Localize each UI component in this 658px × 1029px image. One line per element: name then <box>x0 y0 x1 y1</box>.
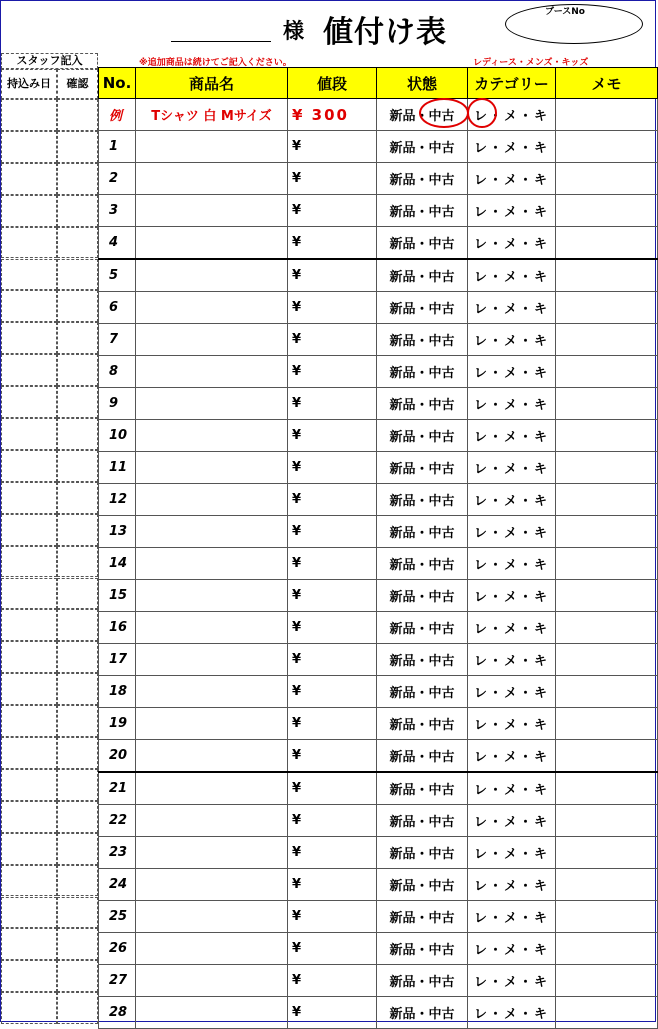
staff-check-cell[interactable] <box>57 131 98 163</box>
booth-number-label: ブースNo <box>545 7 585 17</box>
condition-cell[interactable]: 新品・中古 <box>377 324 468 356</box>
staff-date-cell[interactable] <box>1 801 57 833</box>
product-name-cell[interactable] <box>136 195 288 227</box>
memo-cell[interactable] <box>556 612 658 644</box>
staff-date-cell[interactable] <box>1 290 57 322</box>
condition-cell[interactable]: 新品・中古 <box>377 580 468 612</box>
col-header-category: カテゴリー <box>468 68 556 99</box>
category-cell[interactable]: レ・メ・キ <box>468 901 556 933</box>
memo-cell[interactable] <box>556 259 658 292</box>
price-cell[interactable]: ¥ <box>288 837 377 869</box>
category-cell[interactable]: レ・メ・キ <box>468 484 556 516</box>
staff-date-cell[interactable] <box>1 641 57 673</box>
category-cell[interactable]: レ・メ・キ <box>468 580 556 612</box>
condition-cell[interactable]: 新品・中古 <box>377 933 468 965</box>
table-row <box>99 452 658 484</box>
staff-date-cell[interactable] <box>1 673 57 705</box>
row-no: 1 <box>99 131 136 163</box>
price-cell[interactable]: ¥ <box>288 708 377 740</box>
product-name-cell[interactable] <box>136 420 288 452</box>
condition-cell[interactable]: 新品・中古 <box>377 740 468 773</box>
example-row <box>99 99 658 131</box>
condition-cell[interactable]: 新品・中古 <box>377 292 468 324</box>
category-cell[interactable]: レ・メ・キ <box>468 292 556 324</box>
condition-cell[interactable]: 新品・中古 <box>377 805 468 837</box>
condition-cell[interactable]: 新品・中古 <box>377 163 468 195</box>
staff-check-cell[interactable] <box>57 227 98 259</box>
page-title: 値付け表 <box>323 15 447 50</box>
row-no: 13 <box>99 516 136 548</box>
memo-cell[interactable] <box>556 772 658 805</box>
category-cell[interactable]: レ・メ・キ <box>468 324 556 356</box>
memo-cell[interactable] <box>556 420 658 452</box>
price-cell[interactable]: ¥ <box>288 869 377 901</box>
circle-mark <box>467 98 497 128</box>
price-cell[interactable]: ¥ <box>288 772 377 805</box>
condition-cell[interactable]: 新品・中古 <box>377 837 468 869</box>
staff-check-cell[interactable] <box>57 163 98 195</box>
category-cell[interactable]: レ・メ・キ <box>468 195 556 227</box>
table-row <box>99 195 658 227</box>
staff-check-cell[interactable] <box>57 546 98 578</box>
price-cell[interactable]: ¥ <box>288 548 377 580</box>
product-name-cell[interactable] <box>136 965 288 997</box>
staff-check-cell[interactable] <box>57 609 98 641</box>
table-row <box>99 420 658 452</box>
condition-cell[interactable]: 新品・中古 <box>377 772 468 805</box>
condition-cell[interactable]: 新品・中古 <box>377 676 468 708</box>
category-cell[interactable]: レ・メ・キ <box>468 805 556 837</box>
row-no: 20 <box>99 740 136 773</box>
circle-mark <box>419 98 469 128</box>
example-category-rest: ・メ・キ <box>489 109 550 124</box>
row-no: 22 <box>99 805 136 837</box>
example-price-cell <box>288 99 377 131</box>
staff-date-cell[interactable] <box>1 386 57 418</box>
example-no: 例 <box>99 99 136 131</box>
col-header-condition: 状態 <box>377 68 468 99</box>
condition-cell[interactable]: 新品・中古 <box>377 965 468 997</box>
price-cell[interactable]: ¥ <box>288 997 377 1029</box>
condition-cell[interactable]: 新品・中古 <box>377 484 468 516</box>
table-row <box>99 708 658 740</box>
condition-cell[interactable]: 新品・中古 <box>377 227 468 260</box>
product-name-cell[interactable] <box>136 452 288 484</box>
table-row <box>99 933 658 965</box>
table-row <box>99 676 658 708</box>
memo-cell[interactable] <box>556 965 658 997</box>
table-row <box>99 644 658 676</box>
row-no: 15 <box>99 580 136 612</box>
row-no: 6 <box>99 292 136 324</box>
example-memo[interactable] <box>556 99 658 131</box>
row-no: 3 <box>99 195 136 227</box>
price-cell[interactable]: ¥ <box>288 901 377 933</box>
row-no: 12 <box>99 484 136 516</box>
additional-items-note: ※追加商品は続けてご記入ください。 <box>139 58 292 68</box>
product-name-cell[interactable] <box>136 580 288 612</box>
memo-cell[interactable] <box>556 740 658 773</box>
staff-date-cell[interactable] <box>1 897 57 929</box>
customer-name-line[interactable] <box>171 41 271 42</box>
staff-date-cell[interactable] <box>1 354 57 386</box>
condition-cell[interactable]: 新品・中古 <box>377 388 468 420</box>
product-name-cell[interactable] <box>136 131 288 163</box>
col-header-price: 値段 <box>288 68 377 99</box>
row-no: 23 <box>99 837 136 869</box>
condition-cell[interactable]: 新品・中古 <box>377 548 468 580</box>
condition-cell[interactable]: 新品・中古 <box>377 356 468 388</box>
product-name-cell[interactable] <box>136 644 288 676</box>
table-row <box>99 388 658 420</box>
product-name-cell[interactable] <box>136 516 288 548</box>
row-no: 17 <box>99 644 136 676</box>
memo-cell[interactable] <box>556 452 658 484</box>
price-cell[interactable]: ¥ <box>288 452 377 484</box>
staff-date-cell[interactable] <box>1 418 57 450</box>
row-no: 11 <box>99 452 136 484</box>
staff-date-cell[interactable] <box>1 769 57 801</box>
category-cell[interactable]: レ・メ・キ <box>468 131 556 163</box>
product-name-cell[interactable] <box>136 740 288 773</box>
staff-date-cell[interactable] <box>1 322 57 354</box>
table-row <box>99 516 658 548</box>
condition-cell[interactable]: 新品・中古 <box>377 452 468 484</box>
condition-cell[interactable]: 新品・中古 <box>377 612 468 644</box>
staff-check-cell[interactable] <box>57 960 98 992</box>
condition-cell[interactable]: 新品・中古 <box>377 420 468 452</box>
row-no: 14 <box>99 548 136 580</box>
category-cell[interactable]: レ・メ・キ <box>468 933 556 965</box>
price-cell[interactable]: ¥ <box>288 644 377 676</box>
staff-check-cell[interactable] <box>57 259 98 291</box>
staff-date-cell[interactable] <box>1 450 57 482</box>
table-row <box>99 965 658 997</box>
product-name-cell[interactable] <box>136 933 288 965</box>
product-name-cell[interactable] <box>136 356 288 388</box>
row-no: 2 <box>99 163 136 195</box>
staff-date-cell[interactable] <box>1 865 57 897</box>
staff-check-cell[interactable] <box>57 928 98 960</box>
staff-date-cell[interactable] <box>1 546 57 578</box>
staff-check-cell[interactable] <box>57 897 98 929</box>
table-row <box>99 292 658 324</box>
table-row <box>99 259 658 292</box>
category-cell[interactable]: レ・メ・キ <box>468 227 556 260</box>
honorific-label: 様 <box>283 19 304 43</box>
product-name-cell[interactable] <box>136 612 288 644</box>
category-legend-note: レディース・メンズ・キッズ <box>473 58 589 68</box>
price-cell[interactable]: ¥ <box>288 805 377 837</box>
condition-cell[interactable]: 新品・中古 <box>377 195 468 227</box>
product-name-cell[interactable] <box>136 324 288 356</box>
product-name-cell[interactable] <box>136 901 288 933</box>
memo-cell[interactable] <box>556 195 658 227</box>
price-cell[interactable]: ¥ <box>288 965 377 997</box>
table-header-row <box>99 68 658 99</box>
condition-cell[interactable]: 新品・中古 <box>377 708 468 740</box>
category-cell[interactable]: レ・メ・キ <box>468 965 556 997</box>
staff-check-cell[interactable] <box>57 578 98 610</box>
staff-check-cell[interactable] <box>57 195 98 227</box>
staff-date-cell[interactable] <box>1 928 57 960</box>
staff-date-cell[interactable] <box>1 163 57 195</box>
price-cell[interactable]: ¥ <box>288 259 377 292</box>
row-no: 10 <box>99 420 136 452</box>
example-price: ¥ 300 <box>292 105 349 124</box>
category-cell[interactable]: レ・メ・キ <box>468 612 556 644</box>
price-cell[interactable]: ¥ <box>288 163 377 195</box>
table-row <box>99 869 658 901</box>
table-row <box>99 356 658 388</box>
staff-check-cell[interactable] <box>57 769 98 801</box>
memo-cell[interactable] <box>556 676 658 708</box>
price-cell[interactable]: ¥ <box>288 131 377 163</box>
memo-cell[interactable] <box>556 869 658 901</box>
col-header-product-name: 商品名 <box>136 68 288 99</box>
row-no: 8 <box>99 356 136 388</box>
staff-date-cell[interactable] <box>1 195 57 227</box>
staff-date-cell[interactable] <box>1 578 57 610</box>
staff-date-cell[interactable] <box>1 514 57 546</box>
memo-cell[interactable] <box>556 516 658 548</box>
category-cell[interactable]: レ・メ・キ <box>468 997 556 1029</box>
memo-cell[interactable] <box>556 227 658 260</box>
staff-check-cell[interactable] <box>57 673 98 705</box>
category-cell[interactable]: レ・メ・キ <box>468 708 556 740</box>
staff-date-cell[interactable] <box>1 99 57 131</box>
table-row <box>99 580 658 612</box>
staff-check-cell[interactable] <box>57 641 98 673</box>
price-cell[interactable]: ¥ <box>288 195 377 227</box>
example-condition <box>377 99 468 131</box>
category-cell[interactable]: レ・メ・キ <box>468 837 556 869</box>
staff-check-cell[interactable] <box>57 386 98 418</box>
staff-date-cell[interactable] <box>1 705 57 737</box>
example-category <box>468 99 556 131</box>
memo-cell[interactable] <box>556 644 658 676</box>
staff-check-cell[interactable] <box>57 354 98 386</box>
category-cell[interactable]: レ・メ・キ <box>468 388 556 420</box>
example-category-ladies: レ <box>473 109 489 124</box>
category-cell[interactable]: レ・メ・キ <box>468 644 556 676</box>
staff-check-header: 確認 <box>57 69 98 99</box>
table-row <box>99 837 658 869</box>
table-row <box>99 772 658 805</box>
condition-cell[interactable]: 新品・中古 <box>377 259 468 292</box>
price-cell[interactable]: ¥ <box>288 740 377 773</box>
product-name-cell[interactable] <box>136 676 288 708</box>
product-name-cell[interactable] <box>136 805 288 837</box>
example-condition-new: 新品・ <box>389 109 429 124</box>
row-no: 27 <box>99 965 136 997</box>
staff-check-cell[interactable] <box>57 865 98 897</box>
memo-cell[interactable] <box>556 708 658 740</box>
category-cell[interactable]: レ・メ・キ <box>468 452 556 484</box>
condition-cell[interactable]: 新品・中古 <box>377 901 468 933</box>
condition-cell[interactable]: 新品・中古 <box>377 131 468 163</box>
staff-check-cell[interactable] <box>57 801 98 833</box>
price-cell[interactable]: ¥ <box>288 324 377 356</box>
table-row <box>99 740 658 773</box>
price-cell[interactable]: ¥ <box>288 484 377 516</box>
row-no: 7 <box>99 324 136 356</box>
price-cell[interactable]: ¥ <box>288 388 377 420</box>
row-no: 16 <box>99 612 136 644</box>
col-header-no: No. <box>99 68 136 99</box>
staff-check-cell[interactable] <box>57 737 98 769</box>
table-row <box>99 612 658 644</box>
staff-heading: スタッフ記入 <box>1 53 98 69</box>
table-row <box>99 901 658 933</box>
staff-check-cell[interactable] <box>57 322 98 354</box>
table-row <box>99 131 658 163</box>
items-table <box>98 67 658 1029</box>
row-no: 21 <box>99 772 136 805</box>
example-category-ladies-wrap <box>474 105 489 124</box>
memo-cell[interactable] <box>556 805 658 837</box>
memo-cell[interactable] <box>556 933 658 965</box>
product-name-cell[interactable] <box>136 708 288 740</box>
category-cell[interactable]: レ・メ・キ <box>468 356 556 388</box>
product-name-cell[interactable] <box>136 548 288 580</box>
staff-date-cell[interactable] <box>1 259 57 291</box>
row-no: 24 <box>99 869 136 901</box>
product-name-cell[interactable] <box>136 484 288 516</box>
memo-cell[interactable] <box>556 580 658 612</box>
category-cell[interactable]: レ・メ・キ <box>468 420 556 452</box>
row-no: 9 <box>99 388 136 420</box>
staff-date-cell[interactable] <box>1 227 57 259</box>
row-no: 19 <box>99 708 136 740</box>
price-cell[interactable]: ¥ <box>288 612 377 644</box>
category-cell[interactable]: レ・メ・キ <box>468 259 556 292</box>
row-no: 26 <box>99 933 136 965</box>
condition-cell[interactable]: 新品・中古 <box>377 516 468 548</box>
staff-check-cell[interactable] <box>57 514 98 546</box>
category-cell[interactable]: レ・メ・キ <box>468 548 556 580</box>
memo-cell[interactable] <box>556 324 658 356</box>
table-row <box>99 484 658 516</box>
example-product-name: Tシャツ 白 Mサイズ <box>136 99 288 131</box>
category-cell[interactable]: レ・メ・キ <box>468 869 556 901</box>
example-condition-used: 中古 <box>428 109 455 124</box>
category-cell[interactable]: レ・メ・キ <box>468 516 556 548</box>
row-no: 25 <box>99 901 136 933</box>
staff-date-cell[interactable] <box>1 833 57 865</box>
staff-check-cell[interactable] <box>57 833 98 865</box>
table-row <box>99 324 658 356</box>
memo-cell[interactable] <box>556 837 658 869</box>
product-name-cell[interactable] <box>136 837 288 869</box>
memo-cell[interactable] <box>556 163 658 195</box>
staff-section <box>1 53 98 1021</box>
staff-date-cell[interactable] <box>1 609 57 641</box>
table-row <box>99 548 658 580</box>
price-cell[interactable]: ¥ <box>288 292 377 324</box>
staff-date-cell[interactable] <box>1 992 57 1024</box>
memo-cell[interactable] <box>556 484 658 516</box>
staff-check-cell[interactable] <box>57 705 98 737</box>
table-row <box>99 163 658 195</box>
product-name-cell[interactable] <box>136 388 288 420</box>
price-cell[interactable]: ¥ <box>288 420 377 452</box>
memo-cell[interactable] <box>556 388 658 420</box>
price-cell[interactable]: ¥ <box>288 227 377 260</box>
staff-date-cell[interactable] <box>1 482 57 514</box>
product-name-cell[interactable] <box>136 772 288 805</box>
staff-date-cell[interactable] <box>1 131 57 163</box>
product-name-cell[interactable] <box>136 259 288 292</box>
memo-cell[interactable] <box>556 356 658 388</box>
staff-date-cell[interactable] <box>1 737 57 769</box>
condition-cell[interactable]: 新品・中古 <box>377 869 468 901</box>
staff-check-cell[interactable] <box>57 992 98 1024</box>
memo-cell[interactable] <box>556 548 658 580</box>
row-no: 5 <box>99 259 136 292</box>
table-row <box>99 805 658 837</box>
category-cell[interactable]: レ・メ・キ <box>468 772 556 805</box>
staff-date-cell[interactable] <box>1 960 57 992</box>
memo-cell[interactable] <box>556 901 658 933</box>
price-cell[interactable]: ¥ <box>288 676 377 708</box>
table-row <box>99 227 658 260</box>
price-cell[interactable]: ¥ <box>288 516 377 548</box>
row-no: 4 <box>99 227 136 260</box>
staff-check-cell[interactable] <box>57 418 98 450</box>
staff-check-cell[interactable] <box>57 290 98 322</box>
staff-date-header: 持込み日 <box>1 69 57 99</box>
price-cell[interactable]: ¥ <box>288 356 377 388</box>
category-cell[interactable]: レ・メ・キ <box>468 163 556 195</box>
product-name-cell[interactable] <box>136 292 288 324</box>
staff-check-cell[interactable] <box>57 99 98 131</box>
condition-cell[interactable]: 新品・中古 <box>377 644 468 676</box>
example-condition-used-wrap <box>429 105 455 124</box>
category-cell[interactable]: レ・メ・キ <box>468 676 556 708</box>
row-no: 18 <box>99 676 136 708</box>
condition-cell[interactable]: 新品・中古 <box>377 997 468 1029</box>
row-no: 28 <box>99 997 136 1029</box>
category-cell[interactable]: レ・メ・キ <box>468 740 556 773</box>
product-name-cell[interactable] <box>136 227 288 260</box>
product-name-cell[interactable] <box>136 869 288 901</box>
product-name-cell[interactable] <box>136 163 288 195</box>
staff-check-cell[interactable] <box>57 482 98 514</box>
memo-cell[interactable] <box>556 131 658 163</box>
staff-check-cell[interactable] <box>57 450 98 482</box>
col-header-memo: メモ <box>556 68 658 99</box>
memo-cell[interactable] <box>556 292 658 324</box>
price-cell[interactable]: ¥ <box>288 580 377 612</box>
price-cell[interactable]: ¥ <box>288 933 377 965</box>
